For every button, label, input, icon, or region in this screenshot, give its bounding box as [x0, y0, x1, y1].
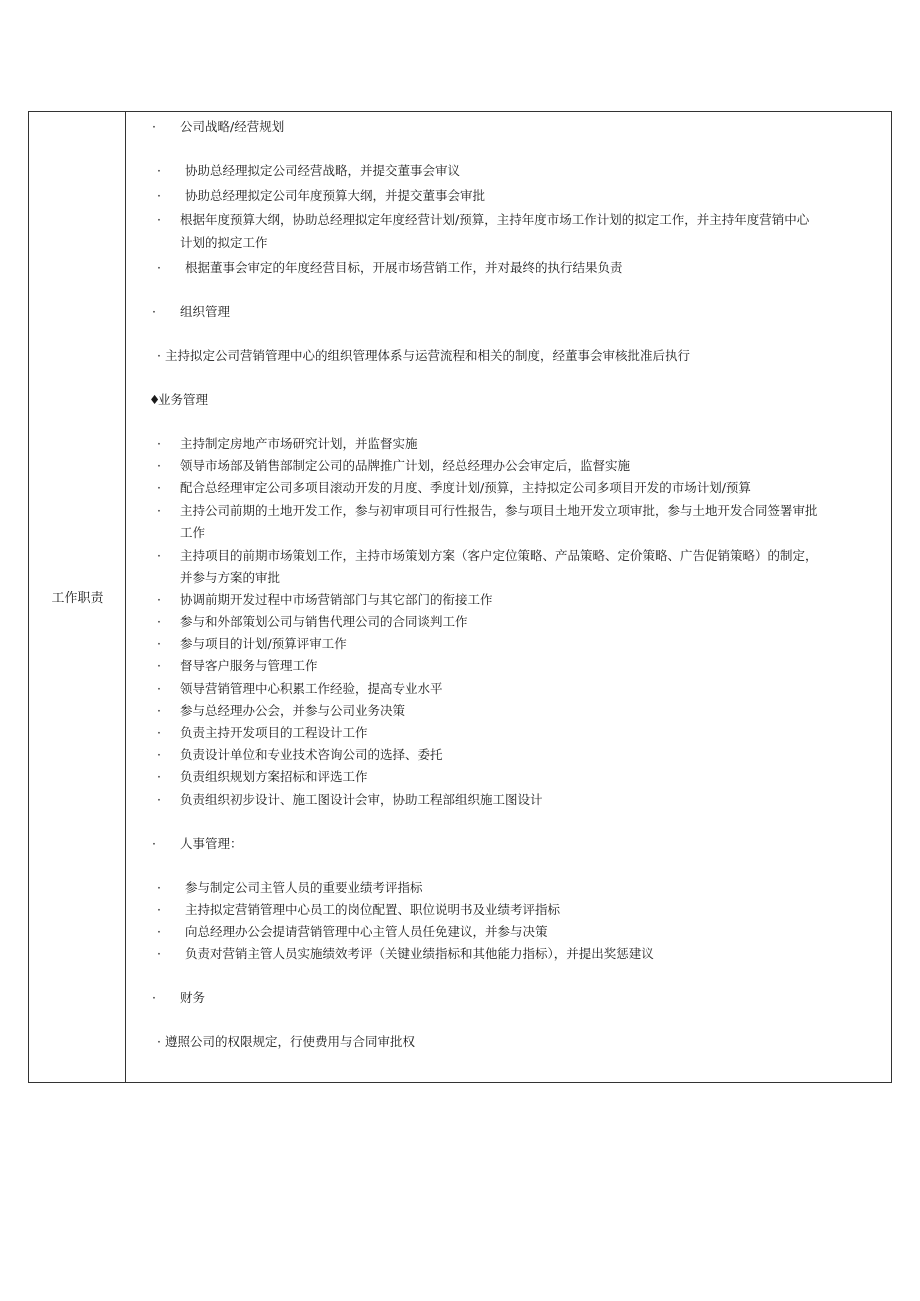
list-item: 主持制定房地产市场研究计划，并监督实施 — [180, 436, 418, 451]
bullet-dot: · — [157, 880, 161, 895]
bullet-dot: · — [157, 946, 161, 961]
bullet-dot: · — [157, 614, 161, 629]
list-item: 领导营销管理中心积累工作经验，提高专业水平 — [180, 681, 443, 696]
list-item: 参与制定公司主管人员的重要业绩考评指标 — [185, 880, 423, 895]
list-item: 负责对营销主管人员实施绩效考评（关键业绩指标和其他能力指标），并提出奖惩建议 — [185, 946, 654, 961]
list-item: 主持拟定公司营销管理中心的组织管理体系与运营流程和相关的制度，经董事会审核批准后执行 — [165, 348, 691, 363]
bullet-dot: · — [157, 703, 161, 718]
list-item: 遵照公司的权限规定，行使费用与合同审批权 — [165, 1034, 416, 1049]
list-item: 参与总经理办公会，并参与公司业务决策 — [180, 703, 406, 718]
bullet-dot: · — [157, 725, 161, 740]
bullet-dot: · — [157, 188, 161, 203]
list-item: 督导客户服务与管理工作 — [180, 658, 318, 673]
list-item: 参与项目的计划/预算评审工作 — [180, 636, 347, 651]
bullet-dot: · — [157, 503, 161, 518]
list-item: 参与和外部策划公司与销售代理公司的合同谈判工作 — [180, 614, 468, 629]
bullet-dot: · — [157, 924, 161, 939]
list-item: 主持拟定营销管理中心员工的岗位配置、职位说明书及业绩考评指标 — [185, 902, 561, 917]
list-item: 根据年度预算大纲，协助总经理拟定年度经营计划/预算，主持年度市场工作计划的拟定工作，并主持年度营销中心 — [180, 212, 810, 227]
content-column — [127, 112, 891, 1082]
bullet-dot: · — [157, 260, 161, 275]
bullet-dot: · — [157, 436, 161, 451]
section-heading: 财务 — [180, 990, 206, 1005]
list-item: 主持公司前期的土地开发工作，参与初审项目可行性报告，参与项目土地开发立项审批，参与土地开发合同签署审批 — [180, 503, 818, 518]
section-heading: 组织管理 — [180, 304, 231, 319]
duty-table — [28, 111, 892, 1083]
bullet-dot: · — [157, 636, 161, 651]
list-item-continued: 工作 — [180, 525, 206, 540]
bullet-dot: · — [157, 548, 161, 563]
list-item: 根据董事会审定的年度经营目标，开展市场营销工作，并对最终的执行结果负责 — [185, 260, 623, 275]
list-item: 协调前期开发过程中市场营销部门与其它部门的衔接工作 — [180, 592, 493, 607]
list-item: 负责主持开发项目的工程设计工作 — [180, 725, 368, 740]
list-item: 负责组织规划方案招标和评选工作 — [180, 769, 368, 784]
bullet-dot: · — [157, 212, 161, 227]
bullet-dot: · — [157, 747, 161, 762]
bullet-dot: · — [157, 769, 161, 784]
section-heading: 业务管理 — [158, 392, 209, 407]
bullet-dot: · — [152, 990, 156, 1005]
list-item: 主持项目的前期市场策划工作，主持市场策划方案（客户定位策略、产品策略、定价策略、广告促销策略）的制定， — [180, 548, 818, 563]
bullet-dot: · — [157, 480, 161, 495]
bullet-dot: · — [157, 592, 161, 607]
list-item-continued: 计划的拟定工作 — [180, 235, 268, 250]
bullet-dot: · — [152, 836, 156, 851]
section-heading: 公司战略/经营规划 — [180, 119, 285, 134]
section-heading: 人事管理： — [180, 836, 243, 851]
list-item: 负责组织初步设计、施工图设计会审，协助工程部组织施工图设计 — [180, 792, 543, 807]
bullet-dot: · — [157, 658, 161, 673]
list-item: 领导市场部及销售部制定公司的品牌推广计划，经总经理办公会审定后，监督实施 — [180, 458, 631, 473]
bullet-dot: · — [157, 163, 161, 178]
bullet-dot: · — [157, 792, 161, 807]
list-item: 配合总经理审定公司多项目滚动开发的月度、季度计划/预算，主持拟定公司多项目开发的市场计划/预算 — [180, 480, 751, 495]
diamond-bullet-icon: ♦ — [149, 392, 161, 407]
bullet-dot: · — [157, 458, 161, 473]
list-item: 协助总经理拟定公司经营战略，并提交董事会审议 — [185, 163, 461, 178]
bullet-dot: · — [152, 304, 156, 319]
bullet-dot: · — [157, 1034, 161, 1049]
list-item: 向总经理办公会提请营销管理中心主管人员任免建议，并参与决策 — [185, 924, 548, 939]
bullet-dot: · — [157, 681, 161, 696]
list-item: 协助总经理拟定公司年度预算大纲，并提交董事会审批 — [185, 188, 486, 203]
bullet-dot: · — [157, 348, 161, 363]
list-item: 负责设计单位和专业技术咨询公司的选择、委托 — [180, 747, 443, 762]
bullet-dot: · — [152, 119, 156, 134]
list-item-continued: 并参与方案的审批 — [180, 570, 281, 585]
row-label: 工作职责 — [51, 591, 104, 606]
label-column — [29, 112, 126, 1082]
bullet-dot: · — [157, 902, 161, 917]
